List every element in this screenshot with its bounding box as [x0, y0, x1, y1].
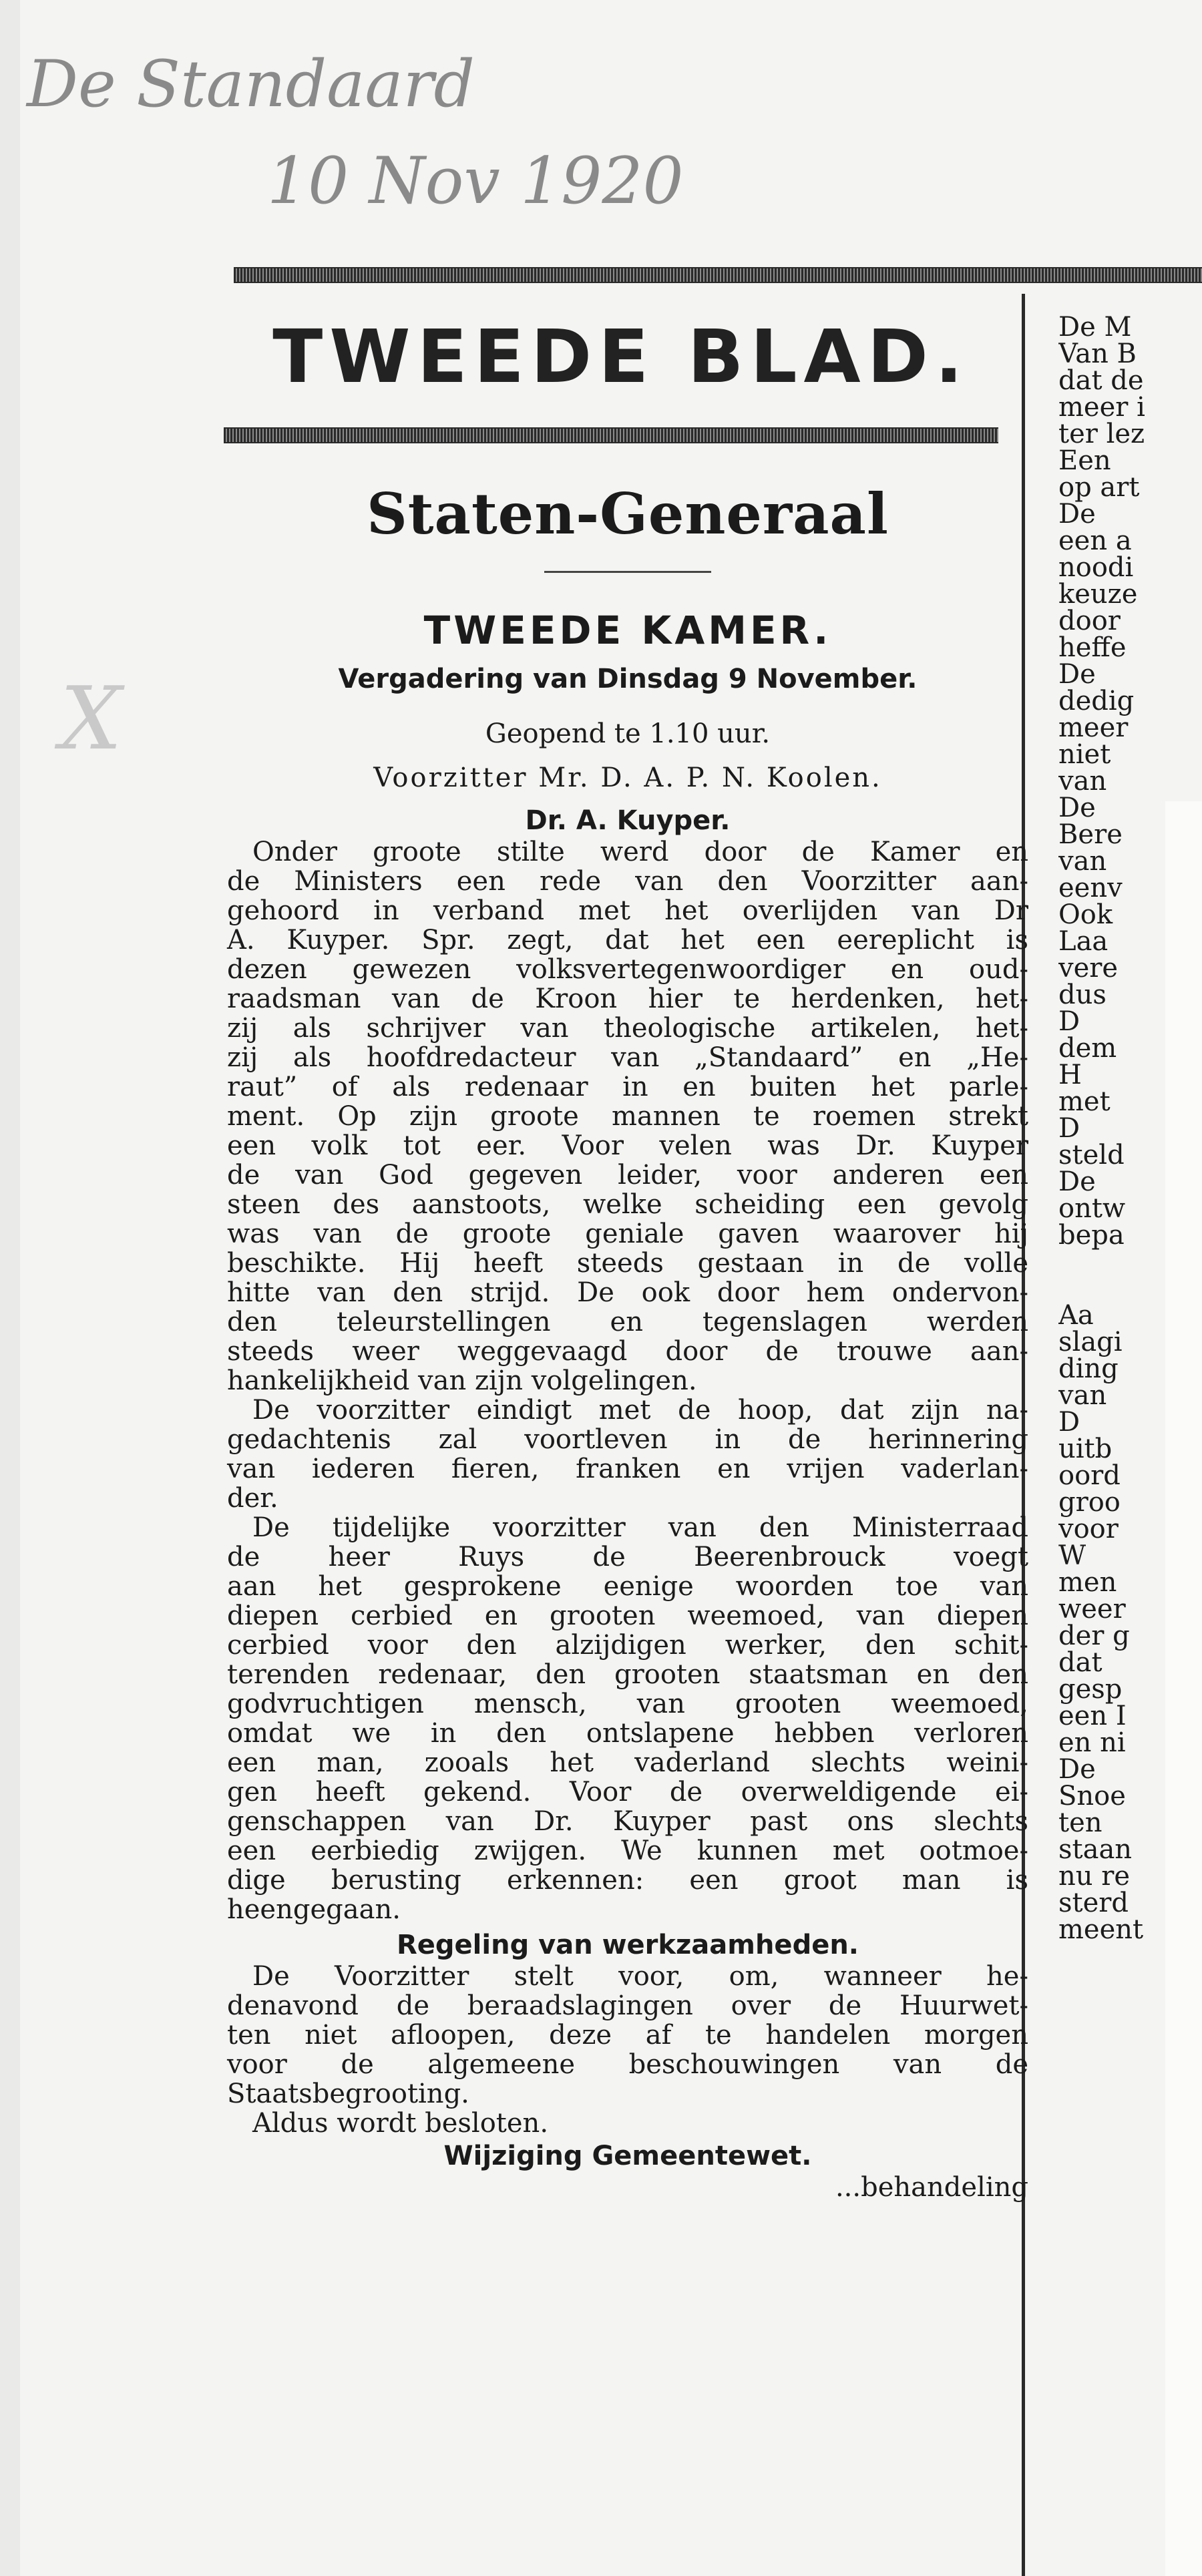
fragment-line: oord — [1058, 1460, 1121, 1491]
text-line: hitte van den strijd. De ook door hem ondervon- — [227, 1277, 1028, 1308]
meeting-heading: Vergadering van Dinsdag 9 November. — [338, 664, 918, 694]
text-line: terenden redenaar, den grooten staatsman en den — [227, 1659, 1028, 1690]
clipping-cut-edge — [1165, 801, 1202, 2576]
fragment-line: meent — [1058, 1914, 1144, 1943]
text-line: de van God gegeven leider, voor anderen een — [227, 1160, 1028, 1191]
section-divider — [544, 571, 711, 573]
fragment-line: gesp — [1058, 1674, 1123, 1705]
text-line: De voorzitter eindigt met de hoop, dat zijn na- — [252, 1395, 1028, 1426]
text-line: godvruchtigen mensch, van grooten weemoed, — [227, 1689, 1028, 1719]
text-line: De tijdelijke voorzitter van den Ministerraad — [252, 1512, 1028, 1543]
text-line: De Voorzitter stelt voor, om, wanneer he- — [252, 1961, 1028, 1992]
fragment-line: Een — [1058, 445, 1111, 476]
fragment-line: dem — [1058, 1033, 1117, 1064]
fragment-line: een I — [1058, 1701, 1127, 1731]
text-line: dige berusting erkennen: een groot man is — [227, 1865, 1028, 1896]
text-line: een volk tot eer. Voor velen was Dr. Kuyper — [227, 1130, 1028, 1161]
fragment-line: De — [1058, 793, 1096, 823]
fragment-line: D — [1058, 1113, 1080, 1144]
fragment-line: dus — [1058, 980, 1107, 1010]
fragment-line: heffe — [1058, 632, 1127, 663]
fragment-line: men — [1058, 1567, 1117, 1598]
text-line: A. Kuyper. Spr. zegt, dat het een eereplicht is — [227, 925, 1028, 955]
fragment-line: meer i — [1058, 392, 1145, 423]
text-line: ment. Op zijn groote mannen te roemen strekt — [227, 1101, 1028, 1132]
section-heading: Staten-Generaal — [367, 481, 889, 547]
paragraph-2 — [227, 1396, 1028, 1513]
paragraph-5 — [227, 2109, 1028, 2138]
text-line: steeds weer weggevaagd door de trouwe aan- — [227, 1336, 1028, 1367]
fragment-line: niet — [1058, 739, 1111, 770]
subheading-kuyper: Dr. A. Kuyper. — [525, 805, 731, 836]
fragment-line: Bere — [1058, 819, 1123, 850]
text-line: hankelijkheid van zijn volgelingen. — [227, 1365, 697, 1396]
fragment-line: staan — [1058, 1834, 1133, 1865]
chair-line: Voorzitter Mr. D. A. P. N. Koolen. — [373, 763, 882, 793]
text-line: heengegaan. — [227, 1894, 401, 1925]
fragment-line: van — [1058, 766, 1107, 797]
fragment-line: weer — [1058, 1594, 1126, 1625]
fragment-line: slagi — [1058, 1327, 1123, 1357]
paragraph-3 — [227, 1513, 1028, 1924]
text-line: Onder groote stilte werd door de Kamer en — [252, 837, 1028, 867]
text-line: beschikte. Hij heeft steeds gestaan in de volle — [227, 1248, 1028, 1279]
fragment-line: meer — [1058, 712, 1129, 743]
opened-line: Geopend te 1.10 uur. — [485, 718, 771, 749]
tail-text: ...behandeling — [835, 2172, 1028, 2203]
text-line: van iederen fieren, franken en vrijen vaderlan- — [227, 1454, 1028, 1484]
fragment-line: H — [1058, 1060, 1082, 1090]
fragment-line: op art — [1058, 472, 1140, 503]
page-edge-shadow — [0, 0, 20, 2576]
fragment-line: door — [1058, 606, 1121, 636]
fragment-line: dat de — [1058, 365, 1144, 396]
fragment-line: sterd — [1058, 1888, 1129, 1918]
text-line: den teleurstellingen en tegenslagen werden — [227, 1307, 1028, 1337]
fragment-line: met — [1058, 1086, 1111, 1117]
text-line: Staatsbegrooting. — [227, 2079, 469, 2109]
fragment-line: bepa — [1058, 1220, 1125, 1251]
fragment-line: ontw — [1058, 1193, 1126, 1224]
text-line: steen des aanstoots, welke scheiding een gevolg — [227, 1189, 1028, 1220]
text-line: raadsman van de Kroon hier te herdenken, het- — [227, 984, 1028, 1014]
fragment-line: dat — [1058, 1647, 1103, 1678]
text-line: de Ministers een rede van den Voorzitter aan- — [227, 866, 1028, 897]
fragment-line: een a — [1058, 525, 1132, 556]
fragment-line: De — [1058, 1754, 1096, 1785]
text-line: een man, zooals het vaderland slechts weini- — [227, 1747, 1028, 1778]
top-rule — [234, 267, 1202, 283]
article-tail — [227, 2173, 1028, 2202]
text-line: genschappen van Dr. Kuyper past ons slechts — [227, 1806, 1028, 1837]
fragment-line: De — [1058, 659, 1096, 690]
fragment-line: van — [1058, 846, 1107, 877]
text-line: zij als hoofdredacteur van „Standaard” en „He- — [227, 1042, 1028, 1073]
text-line: de heer Ruys de Beerenbrouck voegt — [227, 1542, 1028, 1572]
text-line: Aldus wordt besloten. — [252, 2108, 549, 2139]
fragment-line: keuze — [1058, 579, 1138, 610]
text-line: denavond de beraadslagingen over de Huurwet- — [227, 1990, 1028, 2021]
fragment-line: eenv — [1058, 873, 1123, 903]
text-line: een eerbiedig zwijgen. We kunnen met ootmoe- — [227, 1836, 1028, 1866]
subheading-gemeentewet: Wijziging Gemeentewet. — [443, 2141, 812, 2171]
fragment-line: uitb — [1058, 1434, 1113, 1464]
handwritten-paper-name: De Standaard — [27, 47, 475, 122]
text-line: gedachtenis zal voortleven in de herinnering — [227, 1424, 1028, 1455]
handwritten-date: 10 Nov 1920 — [267, 144, 684, 218]
text-line: cerbied voor den alzijdigen werker, den schit- — [227, 1630, 1028, 1661]
fragment-line: noodi — [1058, 552, 1134, 583]
fragment-line: vere — [1058, 953, 1119, 984]
fragment-line: Van B — [1058, 339, 1137, 369]
fragment-line: steld — [1058, 1140, 1125, 1170]
text-line: omdat we in den ontslapene hebben verloren — [227, 1718, 1028, 1749]
fragment-line: Ook — [1058, 899, 1113, 930]
pencil-mark: X — [60, 668, 122, 769]
fragment-line: D — [1058, 1407, 1080, 1438]
fragment-line: De — [1058, 499, 1096, 529]
text-line: voor de algemeene beschouwingen van de — [227, 2049, 1028, 2080]
fragment-line: W — [1058, 1540, 1086, 1571]
text-line: ten niet afloopen, deze af te handelen morgen — [227, 2020, 1028, 2051]
text-line: gen heeft gekend. Voor de overweldigende ei- — [227, 1777, 1028, 1807]
text-line: dezen gewezen volksvertegenwoordiger en oud- — [227, 954, 1028, 985]
fragment-line: en ni — [1058, 1727, 1126, 1758]
paragraph-4 — [227, 1962, 1028, 2109]
fragment-line: groo — [1058, 1487, 1121, 1518]
text-line: der. — [227, 1483, 278, 1514]
text-line: zij als schrijver van theologische artikelen, het- — [227, 1013, 1028, 1044]
subheading-regeling: Regeling van werkzaamheden. — [396, 1930, 859, 1960]
fragment-line: Snoe — [1058, 1781, 1126, 1811]
text-line: was van de groote geniale gaven waarover hij — [227, 1219, 1028, 1249]
article-column — [227, 461, 1028, 2202]
text-line: diepen cerbied en grooten weemoed, van diepen — [227, 1600, 1028, 1631]
fragment-line: ter lez — [1058, 419, 1145, 449]
fragment-line: De — [1058, 1166, 1096, 1197]
fragment-line: van — [1058, 1380, 1107, 1411]
fragment-line: der g — [1058, 1621, 1130, 1651]
paragraph-1 — [227, 837, 1028, 1396]
fragment-line: ten — [1058, 1807, 1103, 1838]
masthead-title: TWEEDE BLAD. — [272, 314, 970, 399]
fragment-line: D — [1058, 1006, 1080, 1037]
fragment-line: voor — [1058, 1514, 1119, 1544]
text-line: gehoord in verband met het overlijden van Dr — [227, 895, 1028, 926]
masthead-underline — [224, 427, 998, 443]
fragment-line: De M — [1058, 314, 1132, 343]
fragment-line: dedig — [1058, 686, 1135, 716]
fragment-line: ding — [1058, 1353, 1119, 1384]
fragment-line: Aa — [1058, 1300, 1094, 1331]
text-line: aan het gesprokene eenige woorden toe van — [227, 1571, 1028, 1602]
fragment-line: nu re — [1058, 1861, 1131, 1892]
fragment-line: Laa — [1058, 926, 1109, 957]
chamber-heading: TWEEDE KAMER. — [423, 608, 832, 653]
text-line: raut” of als redenaar in en buiten het parle- — [227, 1072, 1028, 1102]
